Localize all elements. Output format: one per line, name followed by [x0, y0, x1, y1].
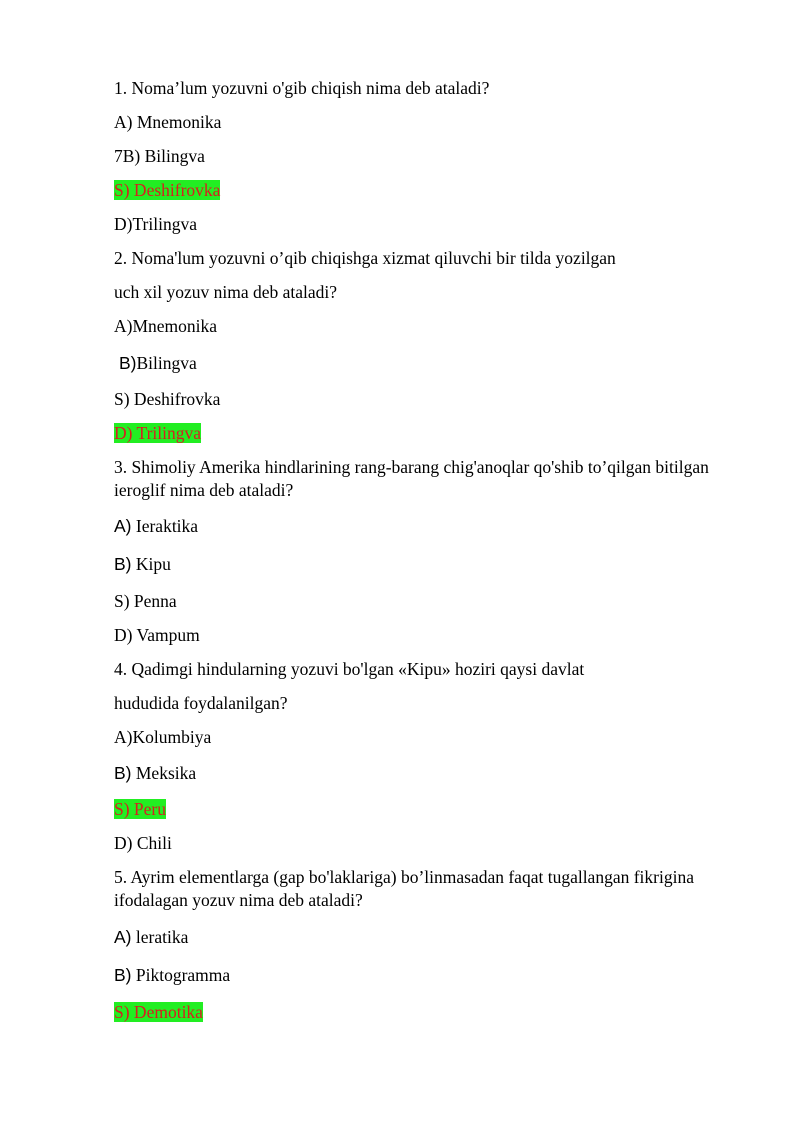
question-4-option-s-answer	[114, 798, 754, 821]
option-text: Meksika	[131, 763, 197, 783]
answer-highlight: S) Demotika	[114, 1002, 203, 1022]
option-text: Ieraktika	[131, 516, 199, 536]
question-4-text-line-1: 4. Qadimgi hindularning yozuvi bo'lgan «Kipu» hoziri qaysi davlat	[114, 659, 585, 679]
question-4-text-line-2: hududida foydalanilgan?	[114, 693, 288, 713]
answer-highlight: S) Peru	[114, 799, 167, 819]
question-4-option-d: D) Chili	[114, 833, 172, 853]
option-prefix: B)	[114, 965, 132, 985]
question-2-option-s: S) Deshifrovka	[114, 389, 221, 409]
question-3-text: 3. Shimoliy Amerika hindlarining rang-barang chig'anoqlar qo'shib to’qilgan bitilgan ieroglif nima deb ataladi?	[114, 457, 709, 500]
question-4-option-a: A)Kolumbiya	[114, 727, 212, 747]
question-3-option-a	[114, 515, 754, 538]
question-2-option-b	[119, 352, 759, 375]
question-1-text: 1. Noma’lum yozuvni o'gib chiqish nima deb ataladi?	[114, 78, 490, 98]
question-5-text: 5. Ayrim elementlarga (gap bo'laklariga) bo’linmasadan faqat tugallangan fikrigina ifodalagan yozuv nima deb ataladi?	[114, 867, 694, 910]
option-prefix: B)	[114, 554, 132, 574]
question-3-option-s: S) Penna	[114, 591, 177, 611]
option-text: Kipu	[131, 554, 171, 574]
question-4-option-b	[114, 762, 754, 785]
question-1-option-s-answer	[114, 179, 754, 202]
option-text: Piktogramma	[131, 965, 231, 985]
question-5-option-a	[114, 926, 754, 949]
question-1-option-b: 7B) Bilingva	[114, 146, 205, 166]
option-prefix: A)	[114, 927, 132, 947]
option-prefix: B)	[114, 763, 132, 783]
question-1-option-a: A) Mnemonika	[114, 112, 222, 132]
question-2-option-a: A)Mnemonika	[114, 316, 218, 336]
question-2-text-line-1: 2. Noma'lum yozuvni o’qib chiqishga xizmat qiluvchi bir tilda yozilgan	[114, 248, 616, 268]
question-3-option-b	[114, 553, 754, 576]
option-prefix: A)	[114, 516, 132, 536]
answer-highlight: D) Trilingva	[114, 423, 202, 443]
question-5-option-b	[114, 964, 754, 987]
answer-highlight: S) Deshifrovka	[114, 180, 221, 200]
question-5-option-s-answer	[114, 1001, 754, 1024]
question-2-option-d-answer	[114, 422, 754, 445]
option-prefix: B)	[119, 353, 137, 373]
option-text: Bilingva	[136, 353, 197, 373]
question-3-option-d: D) Vampum	[114, 625, 200, 645]
question-2-text-line-2: uch xil yozuv nima deb ataladi?	[114, 282, 338, 302]
question-1-option-d: D)Trilingva	[114, 214, 197, 234]
option-text: leratika	[131, 927, 189, 947]
